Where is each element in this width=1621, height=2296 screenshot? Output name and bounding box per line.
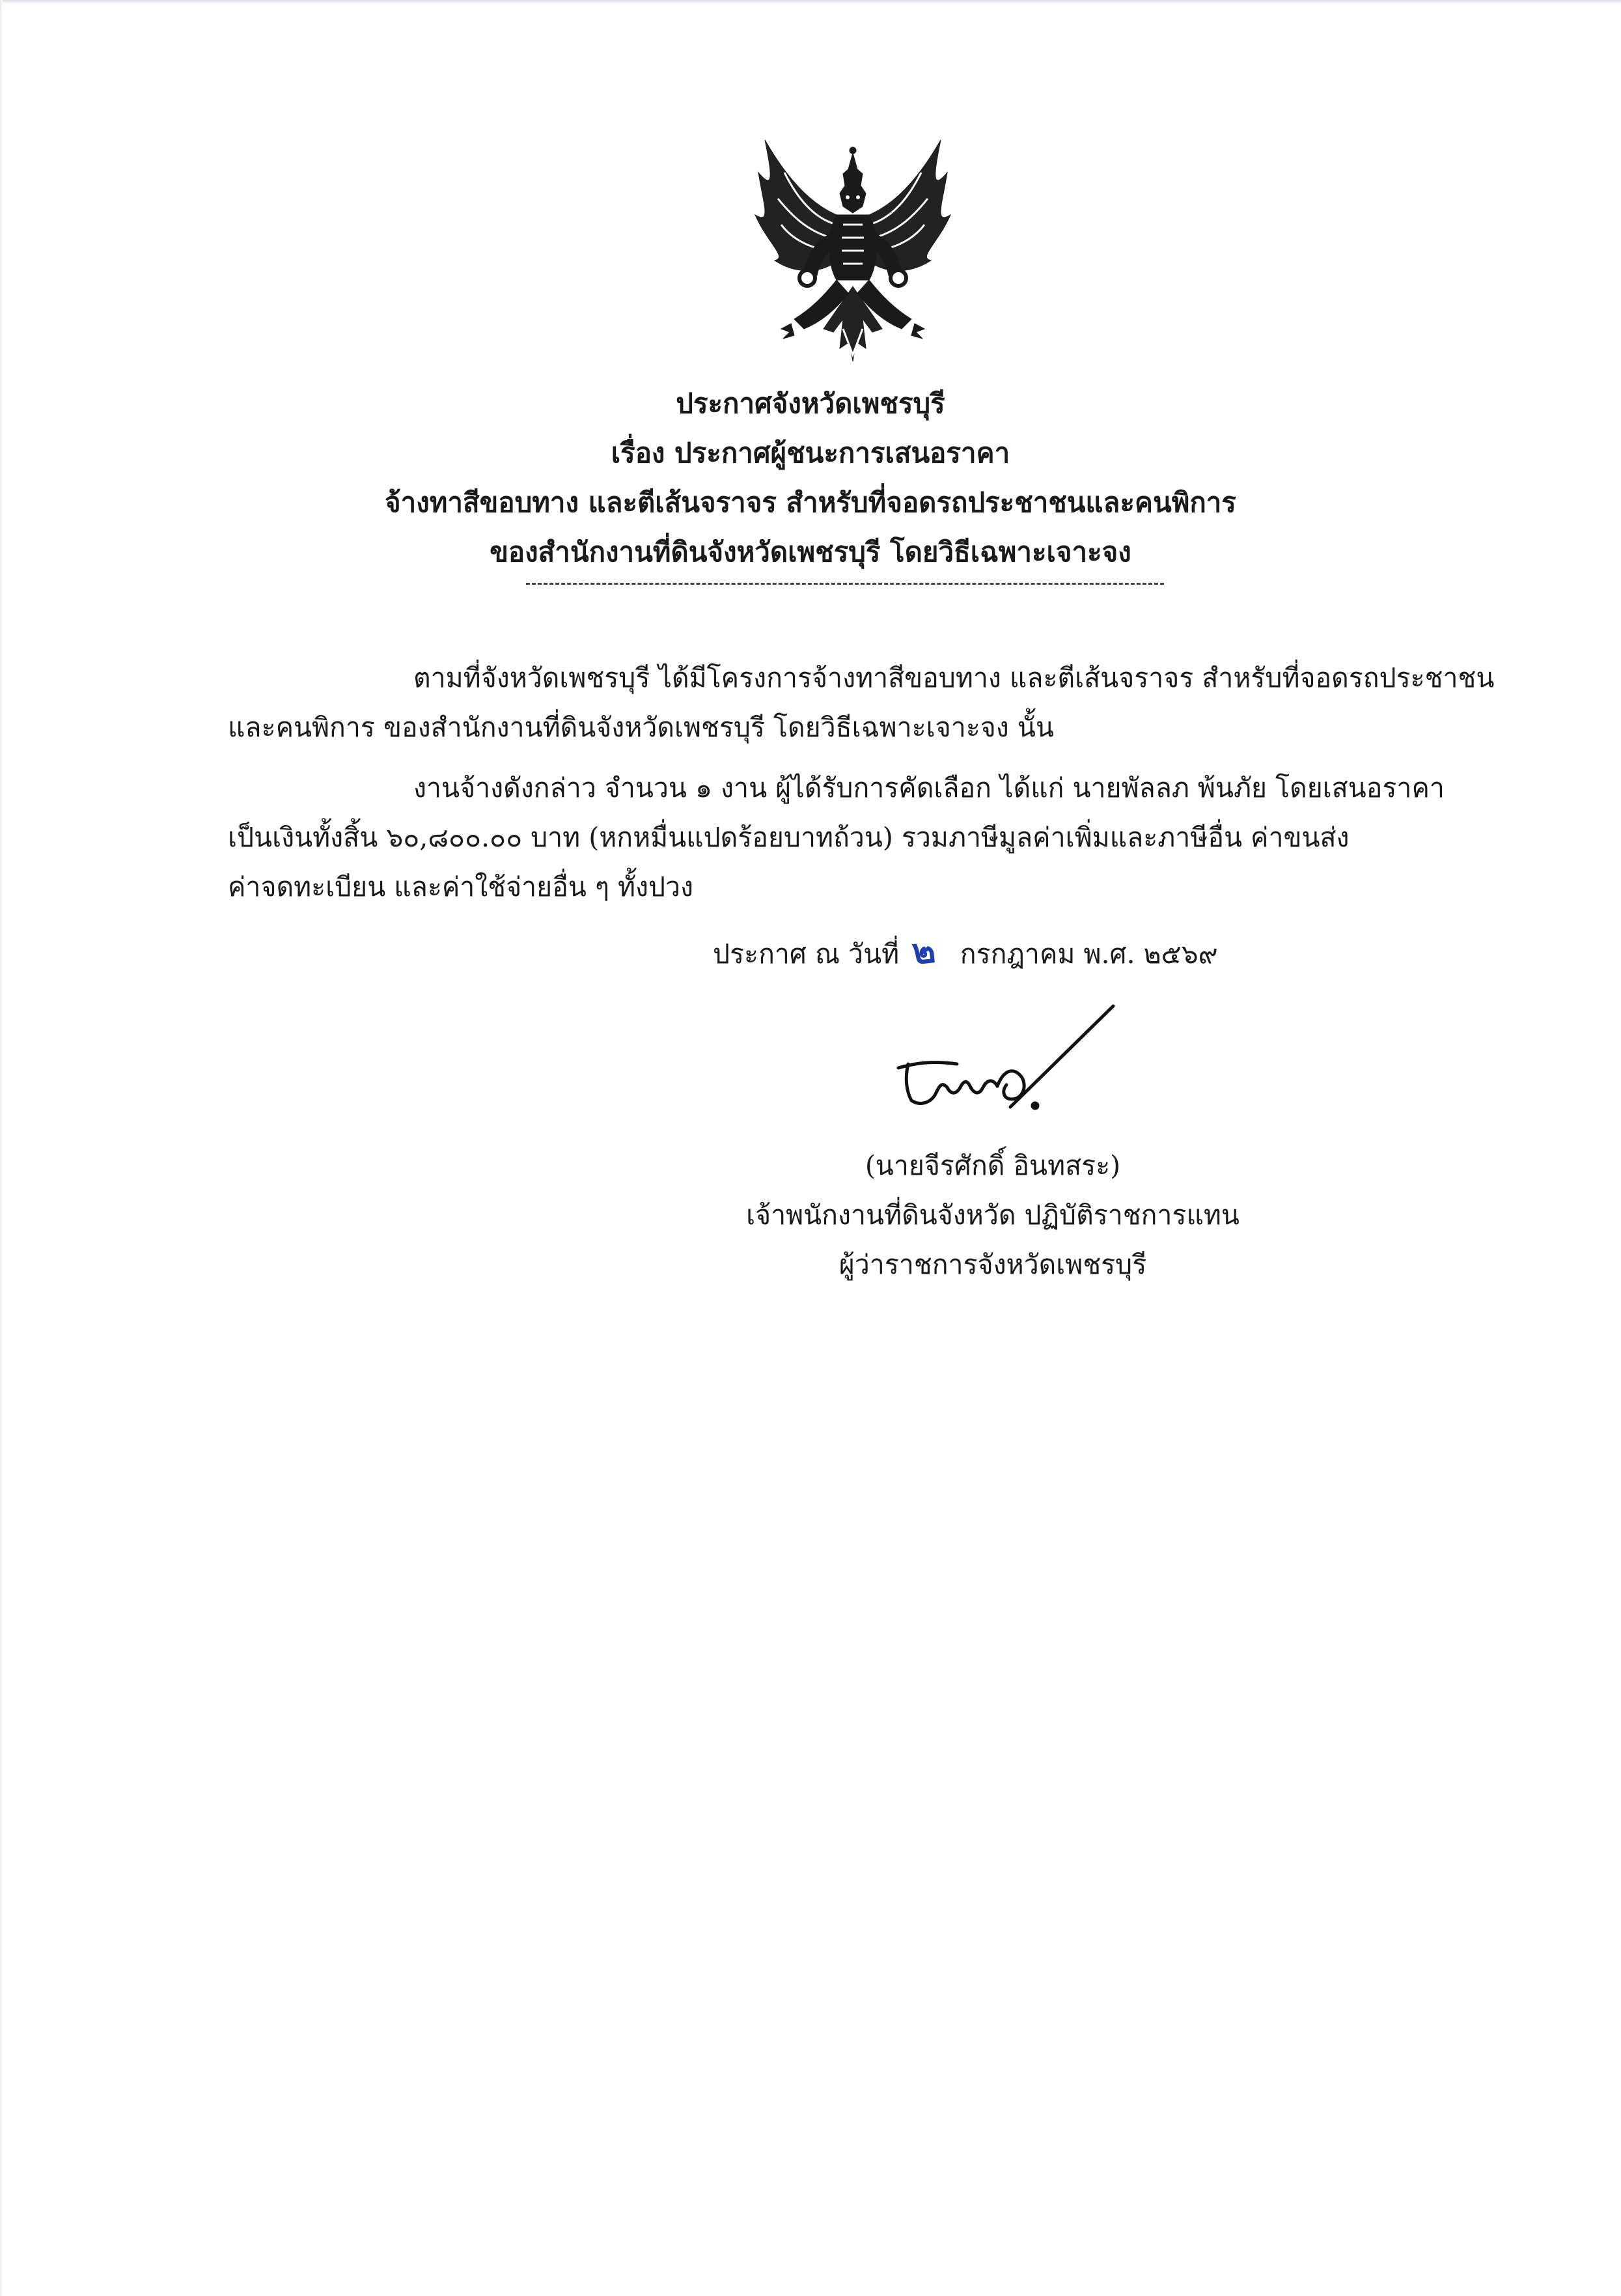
scan-edge bbox=[0, 0, 1621, 4]
document-heading bbox=[195, 379, 1426, 577]
scan-edge bbox=[0, 0, 3, 2296]
date-month-year: กรกฎาคม พ.ศ. ๒๕๖๙ bbox=[960, 938, 1218, 970]
project-title-line: จ้างทาสีขอบทาง และตีเส้นจราจร สำหรับที่จอดรถประชาชนและคนพิการ bbox=[385, 486, 1236, 518]
paragraph-line: ตามที่จังหวัดเพชรบุรี ได้มีโครงการจ้างทาสีขอบทาง และตีเส้นจราจร สำหรับที่จอดรถประชาชน bbox=[413, 662, 1495, 693]
announcement-subject: เรื่อง ประกาศผู้ชนะการเสนอราคา bbox=[611, 437, 1010, 469]
paragraph-line: ค่าจดทะเบียน และค่าใช้จ่ายอื่น ๆ ทั้งปวง bbox=[228, 871, 694, 903]
handwritten-day: ๒ bbox=[909, 929, 937, 973]
garuda-emblem-icon bbox=[745, 133, 960, 371]
paragraph-line: และคนพิการ ของสำนักงานที่ดินจังหวัดเพชรบุรี โดยวิธีเฉพาะเจาะจง นั้น bbox=[228, 712, 1054, 743]
signer-name: (นายจีรศักดิ์ อินทสระ) bbox=[865, 1150, 1121, 1181]
signer-position: เจ้าพนักงานที่ดินจังหวัด ปฏิบัติราชการแทน bbox=[746, 1199, 1240, 1231]
signer-on-behalf-of: ผู้ว่าราชการจังหวัดเพชรบุรี bbox=[838, 1249, 1147, 1280]
paragraph-award bbox=[228, 763, 1462, 912]
paragraph-background bbox=[228, 653, 1495, 752]
announcement-title: ประกาศจังหวัดเพชรบุรี bbox=[676, 387, 945, 419]
paragraph-line: งานจ้างดังกล่าว จำนวน ๑ งาน ผู้ได้รับการคัดเลือก ได้แก่ นายพัลลภ พ้นภัย โดยเสนอราคา bbox=[413, 772, 1445, 804]
signer-block bbox=[651, 1141, 1335, 1289]
date-prefix: ประกาศ ณ วันที่ bbox=[713, 938, 900, 970]
dashed-divider bbox=[526, 583, 1164, 585]
project-title-line: ของสำนักงานที่ดินจังหวัดเพชรบุรี โดยวิธีเฉพาะเจาะจง bbox=[490, 536, 1131, 568]
paragraph-line: เป็นเงินทั้งสิ้น ๖๐,๘๐๐.๐๐ บาท (หกหมื่นแปดร้อยบาทถ้วน) รวมภาษีมูลค่าเพิ่มและภาษีอื่น ค่าขนส่ง bbox=[228, 822, 1350, 853]
handwritten-signature-icon bbox=[859, 996, 1120, 1127]
announcement-date bbox=[713, 926, 1218, 979]
